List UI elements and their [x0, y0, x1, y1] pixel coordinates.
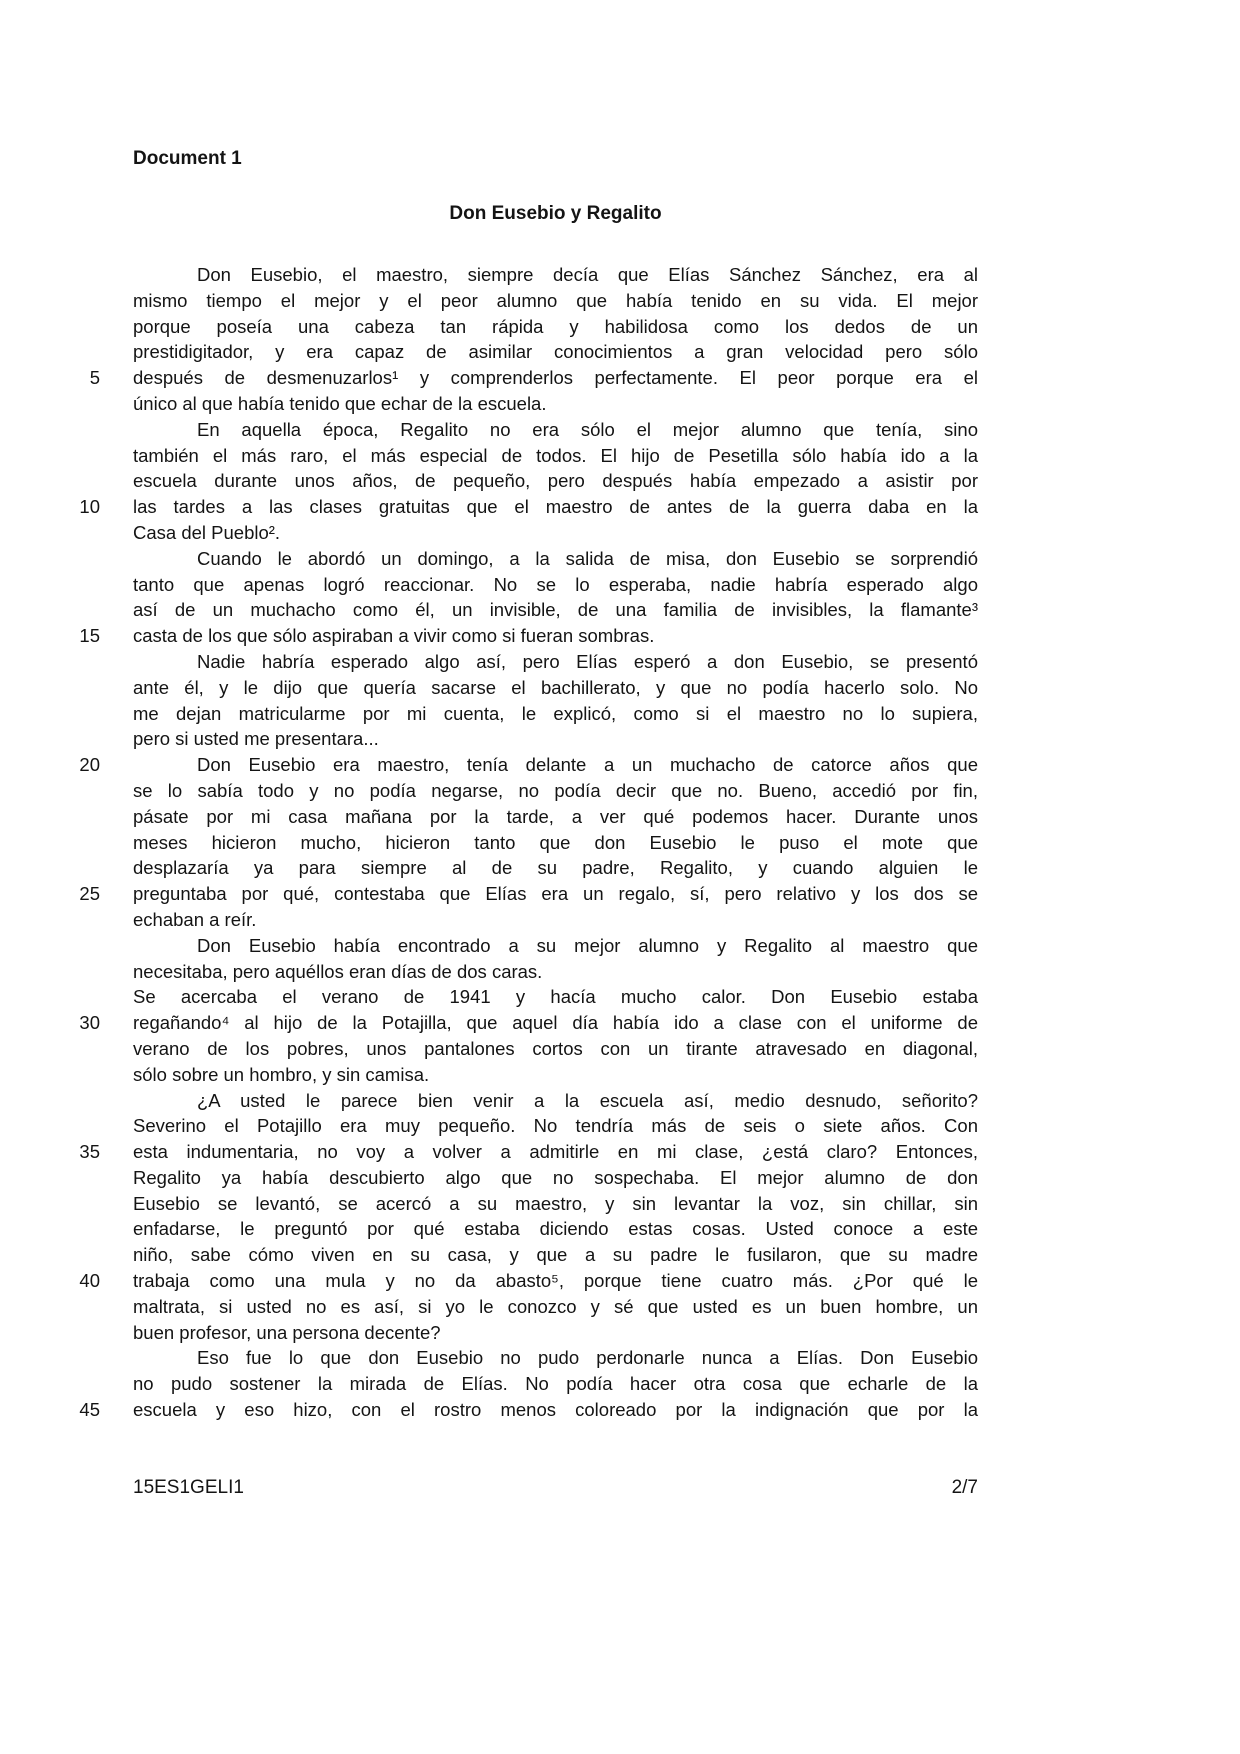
line-number	[60, 649, 100, 675]
line-text: Don Eusebio era maestro, tenía delante a un muchacho de catorce años que	[197, 754, 978, 776]
line-text: también el más raro, el más especial de todos. El hijo de Pesetilla sólo había ido a la	[133, 444, 978, 466]
line-number	[60, 726, 100, 752]
line-number	[60, 1062, 100, 1088]
text-line	[60, 881, 1018, 907]
line-text: preguntaba por qué, contestaba que Elías era un regalo, sí, pero relativo y los dos se	[133, 883, 978, 905]
line-number	[60, 675, 100, 701]
footer-reference-code: 15ES1GELI1	[133, 1477, 244, 1498]
footer	[133, 1477, 978, 1499]
line-number: 35	[79, 1141, 100, 1163]
line-number	[60, 1345, 100, 1371]
line-text: buen profesor, una persona decente?	[133, 1321, 441, 1343]
line-text: así de un muchacho como él, un invisible, de una familia de invisibles, la flamante³	[133, 599, 978, 621]
text-line	[60, 572, 1018, 598]
text-line	[60, 855, 1018, 881]
text-line	[60, 365, 1018, 391]
text-line	[60, 391, 1018, 417]
text-line	[60, 520, 1018, 546]
line-number: 15	[79, 625, 100, 647]
text-line	[60, 1191, 1018, 1217]
line-text: Regalito ya había descubierto algo que no sospechaba. El mejor alumno de don	[133, 1166, 978, 1188]
text-line	[60, 546, 1018, 572]
text-line	[60, 1242, 1018, 1268]
text-line	[60, 1113, 1018, 1139]
text-line	[60, 726, 1018, 752]
line-number	[60, 262, 100, 288]
text-line	[60, 778, 1018, 804]
line-number	[60, 1113, 100, 1139]
text-line	[60, 1165, 1018, 1191]
line-number	[60, 984, 100, 1010]
line-text: Severino el Potajillo era muy pequeño. No tendría más de seis o siete años. Con	[133, 1115, 978, 1137]
text-line	[60, 1268, 1018, 1294]
line-number	[60, 933, 100, 959]
text-line	[60, 1216, 1018, 1242]
line-number: 20	[79, 754, 100, 776]
text-line	[60, 830, 1018, 856]
text-line	[60, 597, 1018, 623]
line-text: En aquella época, Regalito no era sólo el mejor alumno que tenía, sino	[197, 418, 978, 440]
line-text: escuela durante unos años, de pequeño, pero después había empezado a asistir por	[133, 470, 978, 492]
line-text: Se acercaba el verano de 1941 y hacía mucho calor. Don Eusebio estaba	[133, 986, 978, 1008]
text-line	[60, 1088, 1018, 1114]
text-line	[60, 468, 1018, 494]
line-text: único al que había tenido que echar de la escuela.	[133, 392, 547, 414]
line-number	[60, 778, 100, 804]
line-text: pásate por mi casa mañana por la tarde, a ver qué podemos hacer. Durante unos	[133, 805, 978, 827]
line-number	[60, 468, 100, 494]
text-line	[60, 262, 1018, 288]
line-number	[60, 443, 100, 469]
text-line	[60, 417, 1018, 443]
line-number	[60, 804, 100, 830]
line-text: Don Eusebio había encontrado a su mejor alumno y Regalito al maestro que	[197, 934, 978, 956]
text-line	[60, 1294, 1018, 1320]
line-text: escuela y eso hizo, con el rostro menos coloreado por la indignación que por la	[133, 1399, 978, 1421]
text-line	[60, 1036, 1018, 1062]
line-text: necesitaba, pero aquéllos eran días de dos caras.	[133, 960, 543, 982]
footer-page-number: 2/7	[951, 1477, 978, 1498]
line-number	[60, 959, 100, 985]
line-text: desplazaría ya para siempre al de su padre, Regalito, y cuando alguien le	[133, 857, 978, 879]
text-line	[60, 752, 1018, 778]
line-number	[60, 701, 100, 727]
text-line	[60, 339, 1018, 365]
text-line	[60, 649, 1018, 675]
document-label: Document 1	[133, 148, 242, 169]
line-number	[60, 391, 100, 417]
line-text: me dejan matricularme por mi cuenta, le explicó, como si el maestro no lo supiera,	[133, 702, 978, 724]
line-text: Eso fue lo que don Eusebio no pudo perdonarle nunca a Elías. Don Eusebio	[197, 1347, 978, 1369]
line-text: esta indumentaria, no voy a volver a admitirle en mi clase, ¿está claro? Entonces,	[133, 1141, 978, 1163]
page-title: Don Eusebio y Regalito	[449, 203, 662, 224]
text-line	[60, 1139, 1018, 1165]
line-number	[60, 572, 100, 598]
text-line	[60, 959, 1018, 985]
line-text: meses hicieron mucho, hicieron tanto que don Eusebio le puso el mote que	[133, 831, 978, 853]
text-line	[60, 494, 1018, 520]
line-number	[60, 597, 100, 623]
line-text: tanto que apenas logró reaccionar. No se lo esperaba, nadie habría esperado algo	[133, 573, 978, 595]
line-text: Eusebio se levantó, se acercó a su maestro, y sin levantar la voz, sin chillar, sin	[133, 1192, 978, 1214]
line-text: casta de los que sólo aspiraban a vivir como si fueran sombras.	[133, 625, 655, 647]
line-number	[60, 907, 100, 933]
line-number	[60, 288, 100, 314]
text-line	[60, 804, 1018, 830]
line-text: se lo sabía todo y no podía negarse, no podía decir que no. Bueno, accedió por fin,	[133, 779, 978, 801]
text-line	[60, 443, 1018, 469]
line-text: niño, sabe cómo viven en su casa, y que a su padre le fusilaron, que su madre	[133, 1244, 978, 1266]
text-line	[60, 984, 1018, 1010]
line-text: echaban a reír.	[133, 908, 257, 930]
line-number: 30	[79, 1012, 100, 1034]
text-line	[60, 1320, 1018, 1346]
line-number: 10	[79, 496, 100, 518]
line-text: porque poseía una cabeza tan rápida y habilidosa como los dedos de un	[133, 315, 978, 337]
text-line	[60, 907, 1018, 933]
line-text: regañando⁴ al hijo de la Potajilla, que aquel día había ido a clase con el uniforme de	[133, 1012, 978, 1034]
text-body	[60, 262, 1018, 1423]
line-text: ante él, y le dijo que quería sacarse el bachillerato, y que no podía hacerlo solo. No	[133, 676, 978, 698]
text-line	[60, 1062, 1018, 1088]
line-number	[60, 520, 100, 546]
line-text: después de desmenuzarlos¹ y comprenderlos perfectamente. El peor porque era el	[133, 367, 978, 389]
line-text: no pudo sostener la mirada de Elías. No podía hacer otra cosa que echarle de la	[133, 1373, 978, 1395]
line-text: mismo tiempo el mejor y el peor alumno que había tenido en su vida. El mejor	[133, 289, 978, 311]
line-number: 5	[89, 367, 100, 389]
line-number	[60, 1036, 100, 1062]
line-number	[60, 855, 100, 881]
line-text: trabaja como una mula y no da abasto⁵, porque tiene cuatro más. ¿Por qué le	[133, 1270, 978, 1292]
line-number	[60, 417, 100, 443]
text-line	[60, 288, 1018, 314]
line-number	[60, 830, 100, 856]
line-number	[60, 314, 100, 340]
line-number: 40	[79, 1270, 100, 1292]
line-number	[60, 1088, 100, 1114]
text-line	[60, 314, 1018, 340]
text-line	[60, 1010, 1018, 1036]
line-number: 45	[79, 1399, 100, 1421]
line-text: Cuando le abordó un domingo, a la salida de misa, don Eusebio se sorprendió	[197, 547, 978, 569]
line-text: Nadie habría esperado algo así, pero Elías esperó a don Eusebio, se presentó	[197, 650, 978, 672]
line-number: 25	[79, 883, 100, 905]
text-line	[60, 701, 1018, 727]
line-text: enfadarse, le preguntó por qué estaba diciendo estas cosas. Usted conoce a este	[133, 1218, 978, 1240]
line-number	[60, 1294, 100, 1320]
text-line	[60, 933, 1018, 959]
line-text: las tardes a las clases gratuitas que el maestro de antes de la guerra daba en la	[133, 496, 978, 518]
line-text: Casa del Pueblo².	[133, 521, 281, 543]
text-line	[60, 623, 1018, 649]
line-number	[60, 1320, 100, 1346]
line-number	[60, 1165, 100, 1191]
line-text: prestidigitador, y era capaz de asimilar conocimientos a gran velocidad pero sólo	[133, 341, 978, 363]
line-text: Don Eusebio, el maestro, siempre decía que Elías Sánchez Sánchez, era al	[197, 264, 978, 285]
line-number	[60, 1191, 100, 1217]
line-text: pero si usted me presentara...	[133, 728, 379, 750]
text-line	[60, 1371, 1018, 1397]
line-number	[60, 339, 100, 365]
line-number	[60, 1371, 100, 1397]
line-text: ¿A usted le parece bien venir a la escuela así, medio desnudo, señorito?	[197, 1089, 978, 1111]
text-line	[60, 1397, 1018, 1423]
line-number	[60, 1216, 100, 1242]
line-number	[60, 1242, 100, 1268]
line-text: maltrata, si usted no es así, si yo le conozco y sé que usted es un buen hombre, un	[133, 1295, 978, 1317]
text-line	[60, 1345, 1018, 1371]
line-text: verano de los pobres, unos pantalones cortos con un tirante atravesado en diagonal,	[133, 1037, 978, 1059]
text-line	[60, 675, 1018, 701]
line-number	[60, 546, 100, 572]
line-text: sólo sobre un hombro, y sin camisa.	[133, 1063, 430, 1085]
